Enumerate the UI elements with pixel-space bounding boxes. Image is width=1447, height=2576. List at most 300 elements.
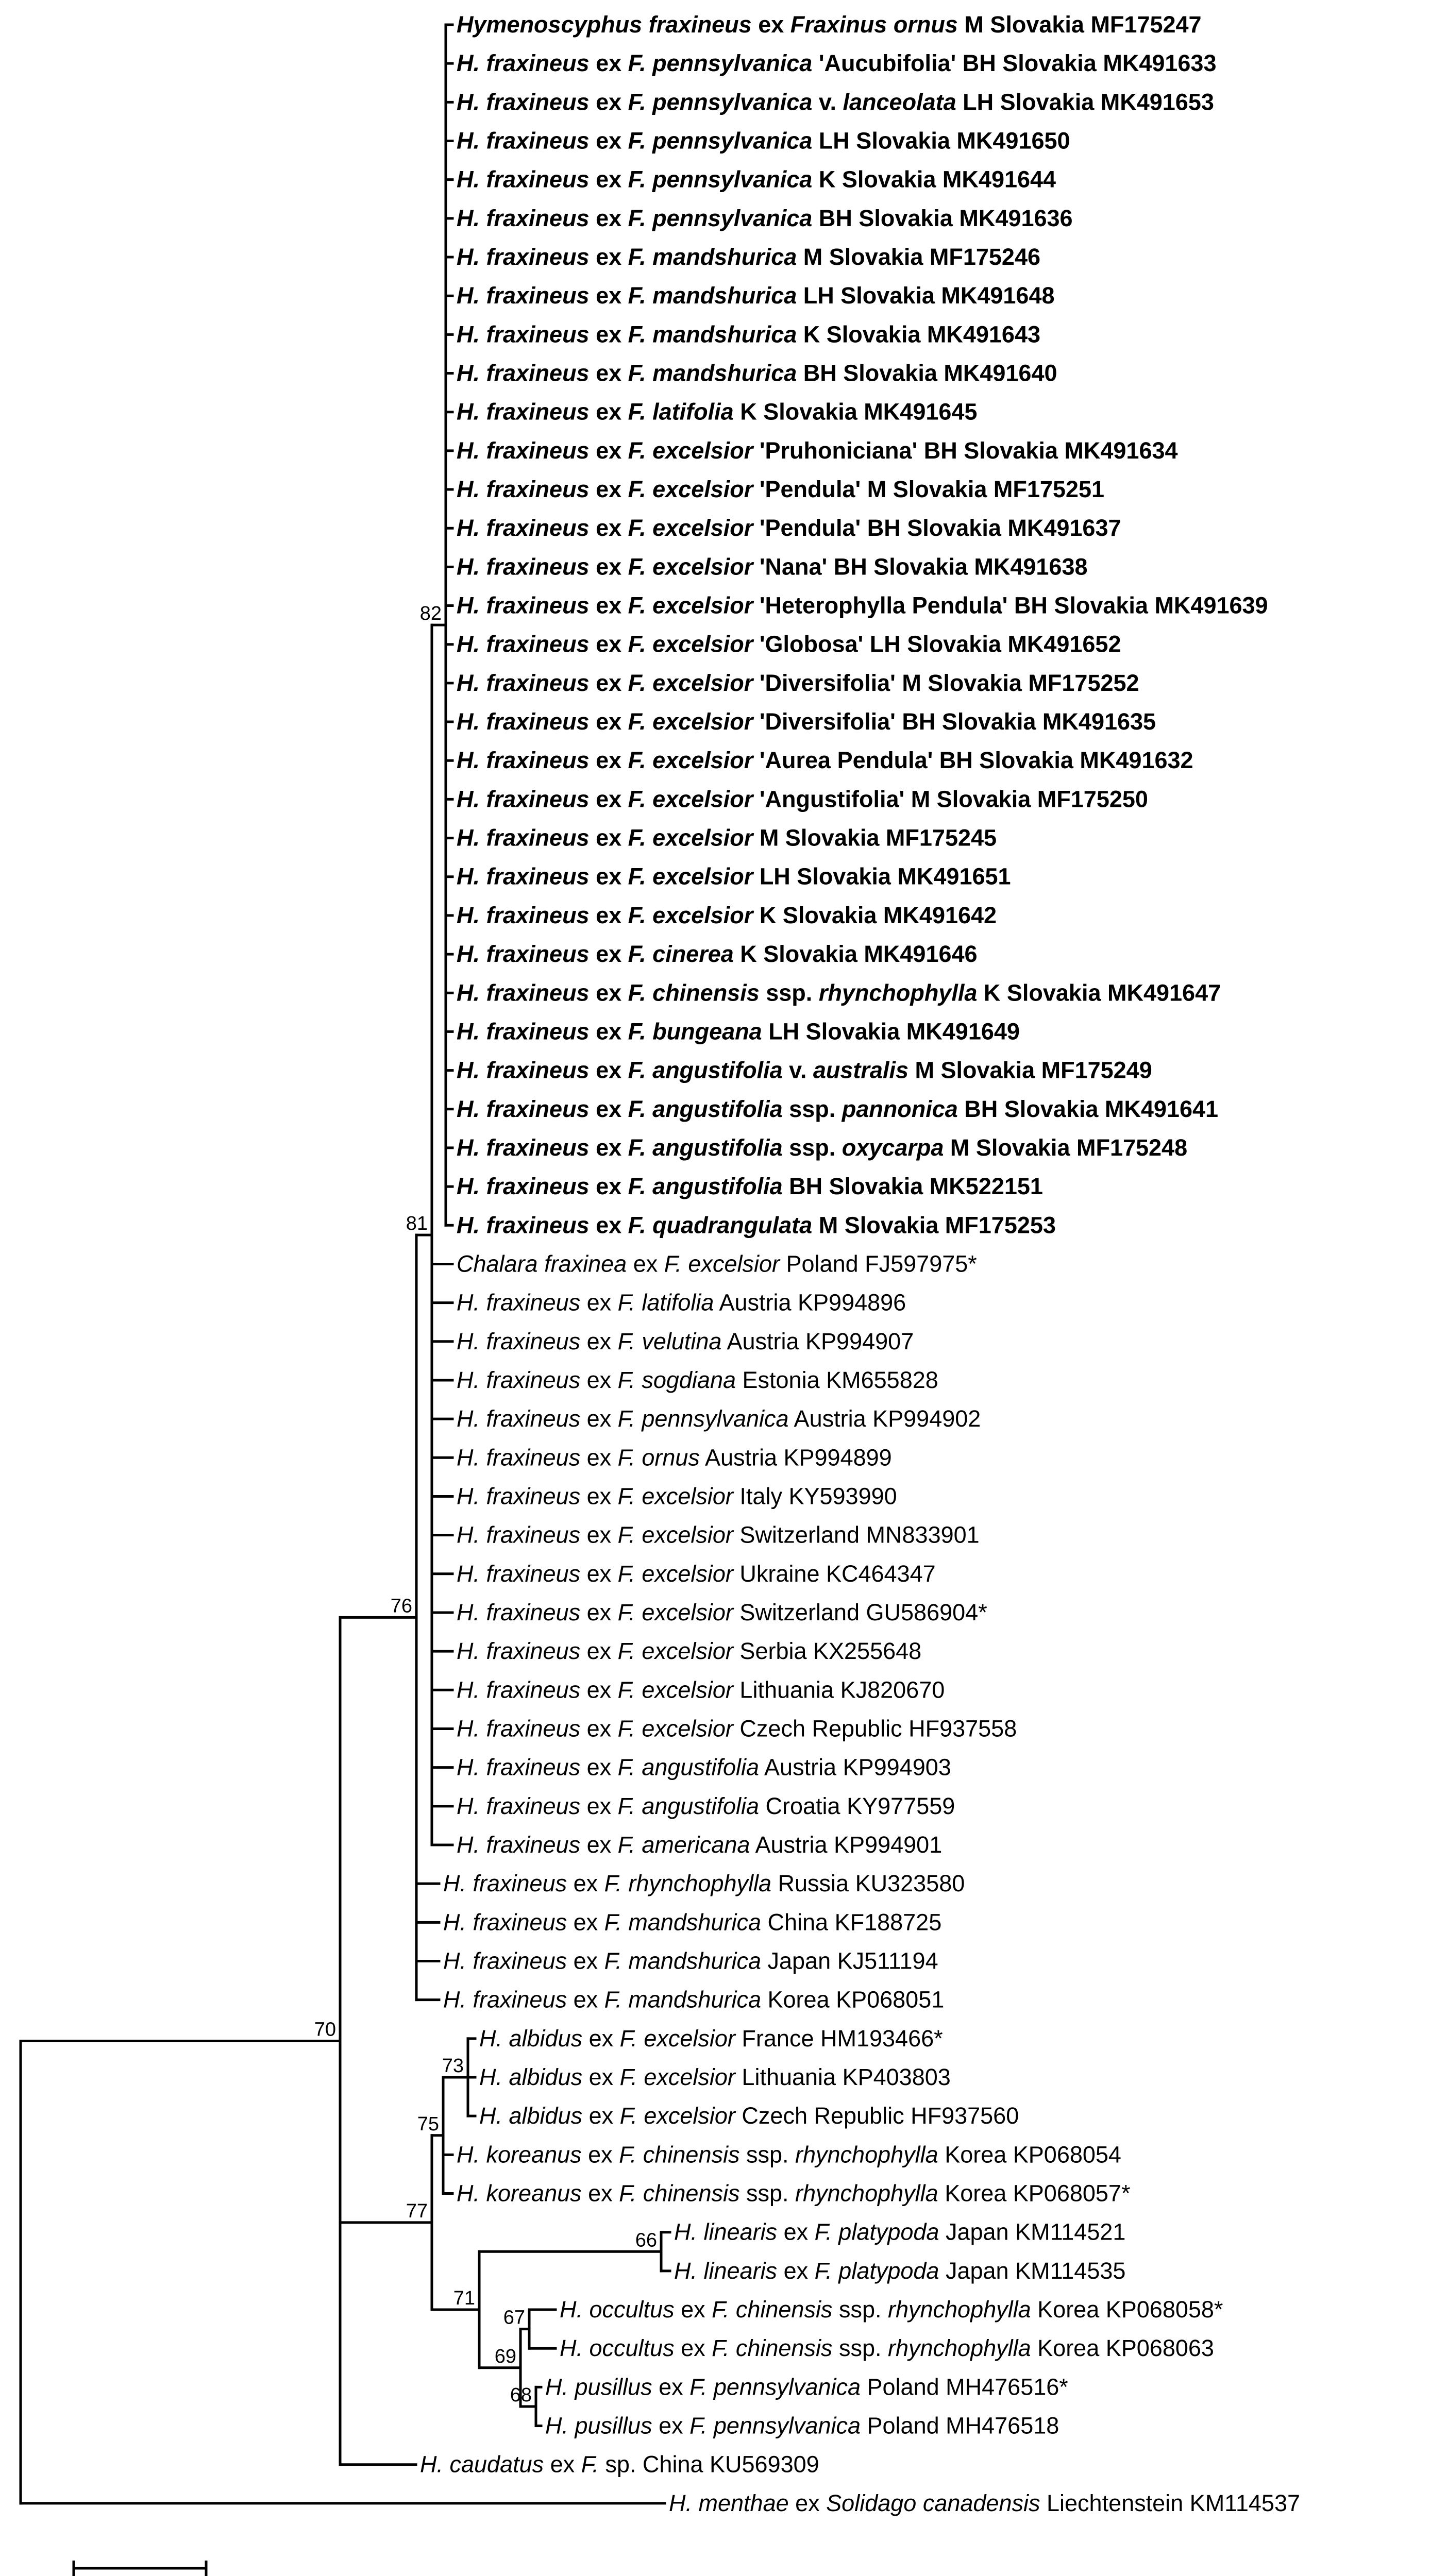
taxon-label-italic-part: F. excelsior bbox=[628, 631, 753, 657]
taxon-label-italic-part: F. excelsior bbox=[628, 437, 753, 464]
taxon-label-part: Austria KP994901 bbox=[750, 1831, 943, 1858]
taxon-label-italic-part: F. cinerea bbox=[628, 941, 734, 968]
taxon-label-italic-part: H. fraxineus bbox=[457, 786, 590, 812]
taxon-label bbox=[457, 205, 1073, 231]
taxon-label-italic-part: F. excelsior bbox=[628, 592, 753, 619]
taxon-label bbox=[457, 399, 977, 425]
taxon-label-part: sp. China KU569309 bbox=[598, 2451, 819, 2478]
taxon-label-italic-part: F. excelsior bbox=[617, 1638, 733, 1665]
taxon-label-italic-part: H. fraxineus bbox=[457, 1018, 590, 1045]
taxon-label-italic-part: rhynchophylla bbox=[818, 979, 978, 1006]
taxon-label bbox=[457, 592, 1268, 619]
taxon-label-italic-part: H. fraxineus bbox=[457, 1754, 581, 1781]
taxon-label bbox=[457, 1405, 981, 1432]
taxon-label bbox=[457, 1561, 936, 1587]
taxon-label bbox=[457, 1096, 1218, 1122]
taxon-label-italic-part: F. excelsior bbox=[619, 2103, 735, 2129]
taxon-label-italic-part: H. caudatus bbox=[420, 2451, 544, 2478]
taxon-label-part: ex bbox=[589, 631, 628, 657]
taxon-label-part: France HM193466* bbox=[735, 2025, 943, 2052]
taxon-label-italic-part: H. albidus bbox=[479, 2025, 583, 2052]
taxon-label bbox=[457, 747, 1193, 773]
taxon-label-italic-part: H. menthae bbox=[669, 2489, 789, 2516]
taxon-label-italic-part: pannonica bbox=[842, 1095, 958, 1122]
taxon-label-part: ex bbox=[580, 1792, 618, 1819]
taxon-label-part: Serbia KX255648 bbox=[733, 1638, 922, 1665]
taxon-label-italic-part: H. fraxineus bbox=[457, 1831, 581, 1858]
taxon-label-italic-part: F. angustifolia bbox=[617, 1754, 760, 1781]
taxon-label-italic-part: rhynchophylla bbox=[887, 2296, 1031, 2323]
taxon-label-italic-part: F. excelsior bbox=[617, 1715, 733, 1742]
taxon-label-part: ex bbox=[580, 1715, 618, 1742]
taxon-label-italic-part: F. mandshurica bbox=[628, 282, 797, 309]
taxon-label-part: ssp. bbox=[739, 2141, 796, 2168]
taxon-label-part: ex bbox=[589, 360, 628, 386]
taxon-label-part: Estonia KM655828 bbox=[736, 1366, 938, 1393]
taxon-label-italic-part: H. fraxineus bbox=[457, 1134, 590, 1161]
taxon-label-part: ex bbox=[589, 437, 628, 464]
taxon-label bbox=[479, 2064, 951, 2090]
taxon-label-italic-part: H. linearis bbox=[674, 2257, 778, 2284]
taxon-label-italic-part: F. pennsylvanica bbox=[628, 205, 813, 231]
taxon-label-part: 'Globosa' LH Slovakia MK491652 bbox=[753, 631, 1121, 657]
taxon-label-italic-part: F. angustifolia bbox=[628, 1057, 783, 1083]
taxon-label bbox=[457, 1715, 1017, 1741]
taxon-label bbox=[457, 476, 1104, 502]
taxon-label-italic-part: H. fraxineus bbox=[457, 979, 590, 1006]
taxon-label-part: 'Aurea Pendula' BH Slovakia MK491632 bbox=[753, 747, 1193, 774]
taxon-label-italic-part: H. fraxineus bbox=[457, 592, 590, 619]
taxon-label bbox=[457, 1754, 951, 1781]
taxon-label bbox=[457, 941, 978, 967]
taxon-label-part: BH Slovakia MK491641 bbox=[957, 1095, 1219, 1122]
taxon-label-part: ex bbox=[580, 1444, 618, 1471]
taxon-label-italic-part: F. platypoda bbox=[814, 2257, 939, 2284]
taxon-label-part: Japan KM114521 bbox=[939, 2218, 1126, 2245]
taxon-label-part: LH Slovakia MK491648 bbox=[797, 282, 1055, 309]
taxon-label-italic-part: H. fraxineus bbox=[457, 1444, 581, 1471]
taxon-label-part: Croatia KY977559 bbox=[759, 1792, 955, 1819]
taxon-label-italic-part: H. fraxineus bbox=[457, 631, 590, 657]
taxon-label-part: ex bbox=[589, 1212, 628, 1239]
taxon-label bbox=[443, 1909, 941, 1935]
bootstrap-value: 76 bbox=[390, 1595, 412, 1617]
taxon-label bbox=[545, 2374, 1068, 2400]
taxon-label-part: Korea KP068058* bbox=[1031, 2296, 1223, 2323]
taxon-label-part: ex bbox=[589, 669, 628, 696]
taxon-label-italic-part: H. pusillus bbox=[545, 2374, 652, 2400]
taxon-label bbox=[457, 11, 1202, 38]
bootstrap-value: 70 bbox=[314, 2019, 336, 2041]
taxon-label bbox=[457, 825, 997, 851]
taxon-label-part: ex bbox=[589, 747, 628, 774]
bootstrap-value: 81 bbox=[406, 1213, 428, 1235]
bootstrap-value: 82 bbox=[419, 603, 442, 625]
taxon-label-part: ex bbox=[589, 244, 628, 270]
taxon-label-part: Poland MH476516* bbox=[861, 2374, 1068, 2400]
taxon-label-italic-part: F. platypoda bbox=[814, 2218, 939, 2245]
taxon-label-italic-part: F. excelsior bbox=[628, 515, 753, 541]
taxon-label bbox=[457, 1134, 1187, 1161]
taxon-label-part: Korea KP068054 bbox=[938, 2141, 1121, 2168]
taxon-label-italic-part: H. fraxineus bbox=[457, 1715, 581, 1742]
taxon-label-part: ex bbox=[582, 2064, 620, 2091]
taxon-label-italic-part: F. angustifolia bbox=[628, 1134, 783, 1161]
taxon-label-italic-part: F. velutina bbox=[617, 1328, 722, 1354]
taxon-label-part: BH Slovakia MK491640 bbox=[797, 360, 1057, 386]
taxon-label-italic-part: F. pennsylvanica bbox=[628, 127, 813, 154]
taxon-label-italic-part: Hymenoscyphus fraxineus bbox=[457, 11, 752, 38]
taxon-label-part: ex bbox=[580, 1405, 618, 1432]
taxon-label-italic-part: H. fraxineus bbox=[457, 127, 590, 154]
taxon-label-part: Poland MH476518 bbox=[861, 2412, 1059, 2439]
taxon-label-part: ex bbox=[580, 1521, 618, 1548]
bootstrap-value: 75 bbox=[417, 2113, 439, 2135]
taxon-label-italic-part: H. fraxineus bbox=[443, 1947, 567, 1974]
taxon-label bbox=[443, 1948, 938, 1974]
taxon-label-part: ex bbox=[589, 941, 628, 968]
taxon-label-italic-part: H. occultus bbox=[560, 2335, 675, 2362]
taxon-label bbox=[457, 166, 1056, 193]
taxon-label-part: BH Slovakia MK522151 bbox=[782, 1173, 1043, 1200]
taxon-label-part: ex bbox=[589, 863, 628, 890]
taxon-label-italic-part: F. excelsior bbox=[617, 1676, 733, 1703]
taxon-label bbox=[479, 2103, 1019, 2129]
taxon-label bbox=[457, 1832, 942, 1858]
taxon-label-italic-part: F. excelsior bbox=[617, 1560, 733, 1587]
taxon-label bbox=[457, 360, 1057, 386]
taxon-label-italic-part: F. pennsylvanica bbox=[617, 1405, 789, 1432]
taxon-label-italic-part: H. fraxineus bbox=[457, 941, 590, 968]
taxon-label bbox=[457, 128, 1070, 154]
taxon-label-part: ex bbox=[589, 786, 628, 812]
taxon-label-italic-part: H. pusillus bbox=[545, 2412, 652, 2439]
taxon-label-italic-part: H. koreanus bbox=[457, 2141, 582, 2168]
taxon-label-italic-part: F. mandshurica bbox=[604, 1909, 761, 1936]
taxon-label bbox=[457, 1793, 955, 1819]
taxon-label-italic-part: F. excelsior bbox=[628, 786, 753, 812]
taxon-label-italic-part: F. chinensis bbox=[619, 2141, 740, 2168]
taxon-label-italic-part: H. fraxineus bbox=[457, 1560, 581, 1587]
taxon-label-part: ex bbox=[567, 1870, 604, 1897]
taxon-label-part: ex bbox=[589, 476, 628, 503]
taxon-label-italic-part: F. chinensis bbox=[628, 979, 760, 1006]
taxon-label-part: 'Pendula' M Slovakia MF175251 bbox=[753, 476, 1104, 503]
taxon-label-italic-part: H. fraxineus bbox=[457, 1095, 590, 1122]
taxon-label-italic-part: F. angustifolia bbox=[617, 1792, 760, 1819]
taxon-label-part: ex bbox=[589, 592, 628, 619]
taxon-label-part: ex bbox=[788, 2489, 827, 2516]
taxon-label-italic-part: H. fraxineus bbox=[457, 205, 590, 231]
taxon-label-italic-part: F. rhynchophylla bbox=[604, 1870, 772, 1897]
taxon-label-part: China KF188725 bbox=[761, 1909, 942, 1936]
taxon-label-italic-part: Chalara fraxinea bbox=[457, 1250, 627, 1277]
taxon-label-part: Japan KM114535 bbox=[939, 2257, 1126, 2284]
taxon-label bbox=[457, 321, 1040, 347]
taxon-label-part: ex bbox=[589, 166, 628, 193]
taxon-label-part: ssp. bbox=[832, 2335, 888, 2362]
taxon-label-part: LH Slovakia MK491653 bbox=[956, 89, 1214, 115]
taxon-label-italic-part: H. fraxineus bbox=[457, 1405, 581, 1432]
taxon-label bbox=[443, 1987, 944, 2013]
taxon-label-part: ex bbox=[581, 2180, 619, 2207]
taxon-label-part: ex bbox=[652, 2412, 690, 2439]
taxon-label-part: ex bbox=[674, 2335, 712, 2362]
bootstrap-value: 71 bbox=[453, 2287, 475, 2310]
taxon-label-italic-part: F. excelsior bbox=[628, 669, 753, 696]
taxon-label-part: ex bbox=[580, 1676, 618, 1703]
taxon-label-italic-part: F. excelsior bbox=[619, 2064, 735, 2091]
taxon-label bbox=[457, 1173, 1043, 1199]
taxon-label-italic-part: H. fraxineus bbox=[457, 89, 590, 115]
taxon-label bbox=[457, 1367, 938, 1393]
taxon-label-italic-part: F. pennsylvanica bbox=[689, 2374, 861, 2400]
taxon-label-italic-part: F. ornus bbox=[617, 1444, 700, 1471]
taxon-label-italic-part: F. quadrangulata bbox=[628, 1212, 813, 1239]
taxon-label-part: v. bbox=[812, 89, 843, 115]
taxon-label-part: ex bbox=[589, 1018, 628, 1045]
taxon-label bbox=[457, 1018, 1020, 1044]
taxon-label-part: ex bbox=[567, 1947, 604, 1974]
taxon-label bbox=[457, 2180, 1130, 2207]
taxon-label-part: v. bbox=[782, 1057, 813, 1083]
taxon-label bbox=[457, 979, 1221, 1006]
taxon-label-part: ex bbox=[581, 2141, 619, 2168]
taxon-label bbox=[457, 1057, 1152, 1083]
taxon-label-part: ex bbox=[589, 321, 628, 348]
taxon-label-italic-part: H. albidus bbox=[479, 2064, 583, 2091]
taxon-label-part: M Slovakia MF175249 bbox=[908, 1057, 1152, 1083]
bootstrap-value: 73 bbox=[442, 2055, 464, 2077]
taxon-label-part: 'Heterophylla Pendula' BH Slovakia MK491639 bbox=[753, 592, 1268, 619]
taxon-label-italic-part: H. fraxineus bbox=[457, 669, 590, 696]
taxon-label-italic-part: F. angustifolia bbox=[628, 1095, 783, 1122]
taxon-label-part: ex bbox=[580, 1483, 618, 1510]
taxon-label-italic-part: F. excelsior bbox=[619, 2025, 735, 2052]
taxon-label-italic-part: F. mandshurica bbox=[604, 1947, 761, 1974]
taxon-label-italic-part: F. excelsior bbox=[628, 553, 753, 580]
taxon-label-part: M Slovakia MF175248 bbox=[944, 1134, 1188, 1161]
taxon-label-part: Austria KP994896 bbox=[714, 1289, 906, 1316]
taxon-label bbox=[457, 863, 1011, 890]
taxon-label-part: Austria KP994899 bbox=[699, 1444, 892, 1471]
taxon-label-italic-part: H. fraxineus bbox=[457, 360, 590, 386]
taxon-label-part: ex bbox=[674, 2296, 712, 2323]
taxon-label-part: ex bbox=[589, 553, 628, 580]
taxon-label bbox=[457, 670, 1139, 696]
taxon-label-italic-part: Solidago canadensis bbox=[826, 2489, 1040, 2516]
bootstrap-value: 66 bbox=[635, 2229, 657, 2251]
taxon-label-part: ex bbox=[589, 89, 628, 115]
taxon-label bbox=[457, 282, 1055, 309]
taxon-label-part: ex bbox=[589, 1095, 628, 1122]
taxon-label-part: ex bbox=[589, 708, 628, 735]
taxon-label-part: Korea KP068051 bbox=[761, 1986, 945, 2013]
taxon-label-part: Czech Republic HF937558 bbox=[733, 1715, 1017, 1742]
taxon-label-italic-part: H. fraxineus bbox=[457, 708, 590, 735]
taxon-label bbox=[669, 2490, 1300, 2516]
taxon-label-italic-part: H. fraxineus bbox=[457, 1521, 581, 1548]
taxon-label bbox=[674, 2219, 1125, 2245]
taxon-label-italic-part: H. fraxineus bbox=[457, 1173, 590, 1200]
scale-bar bbox=[74, 2561, 206, 2576]
taxon-label-part: ssp. bbox=[782, 1134, 842, 1161]
taxon-label-italic-part: rhynchophylla bbox=[887, 2335, 1031, 2362]
taxon-label-part: ex bbox=[589, 902, 628, 928]
taxon-label-italic-part: F. pennsylvanica bbox=[689, 2412, 861, 2439]
bootstrap-value: 67 bbox=[503, 2307, 525, 2329]
taxon-label bbox=[560, 2296, 1223, 2323]
taxon-label-italic-part: rhynchophylla bbox=[795, 2180, 938, 2207]
taxon-label-part: M Slovakia MF175245 bbox=[753, 824, 997, 851]
taxon-label bbox=[479, 2025, 943, 2052]
taxon-label-italic-part: H. fraxineus bbox=[457, 863, 590, 890]
taxon-label bbox=[457, 1522, 980, 1548]
taxon-label-part: ssp. bbox=[832, 2296, 888, 2323]
taxon-label-part: BH Slovakia MK491636 bbox=[812, 205, 1073, 231]
taxon-label bbox=[560, 2335, 1214, 2361]
taxon-label-italic-part: F. excelsior bbox=[664, 1250, 780, 1277]
taxon-label-part: ex bbox=[751, 11, 790, 38]
taxon-label-part: ex bbox=[589, 1173, 628, 1200]
taxon-label-italic-part: F. angustifolia bbox=[628, 1173, 783, 1200]
taxon-label-italic-part: F. latifolia bbox=[628, 398, 734, 425]
taxon-label-part: ex bbox=[580, 1560, 618, 1587]
taxon-label bbox=[457, 1599, 987, 1625]
taxon-label bbox=[443, 1870, 965, 1896]
taxon-label bbox=[457, 515, 1121, 541]
taxon-label-part: ex bbox=[589, 979, 628, 1006]
taxon-label-part: ex bbox=[580, 1638, 618, 1665]
taxon-label-italic-part: F. excelsior bbox=[628, 824, 753, 851]
taxon-label-italic-part: H. fraxineus bbox=[457, 1676, 581, 1703]
bootstrap-value: 68 bbox=[510, 2384, 532, 2406]
taxon-label bbox=[457, 244, 1040, 270]
taxon-label bbox=[545, 2413, 1059, 2439]
taxon-label bbox=[457, 1290, 906, 1316]
taxon-label-italic-part: F. chinensis bbox=[712, 2296, 833, 2323]
taxon-label-part: Austria KP994903 bbox=[759, 1754, 951, 1781]
taxon-label-italic-part: H. fraxineus bbox=[457, 1792, 581, 1819]
taxon-label-italic-part: F. chinensis bbox=[712, 2335, 833, 2362]
taxon-label-italic-part: rhynchophylla bbox=[795, 2141, 938, 2168]
taxon-label-italic-part: F. latifolia bbox=[617, 1289, 714, 1316]
taxon-label bbox=[674, 2258, 1125, 2284]
taxon-label-italic-part: H. fraxineus bbox=[457, 166, 590, 193]
taxon-label bbox=[457, 1483, 897, 1509]
taxon-label-italic-part: H. fraxineus bbox=[457, 553, 590, 580]
bootstrap-value: 69 bbox=[494, 2345, 516, 2367]
taxon-label-part: ex bbox=[589, 398, 628, 425]
taxon-label-part: 'Diversifolia' M Slovakia MF175252 bbox=[753, 669, 1139, 696]
taxon-label-italic-part: lanceolata bbox=[843, 89, 956, 115]
taxon-label-part: K Slovakia MK491645 bbox=[733, 398, 978, 425]
taxon-label-part: Poland FJ597975* bbox=[780, 1250, 977, 1277]
taxon-label-part: 'Diversifolia' BH Slovakia MK491635 bbox=[753, 708, 1156, 735]
taxon-label-part: Japan KJ511194 bbox=[761, 1947, 938, 1974]
taxon-label-part: Korea KP068057* bbox=[938, 2180, 1131, 2207]
taxon-label-part: Czech Republic HF937560 bbox=[735, 2103, 1019, 2129]
taxon-label-italic-part: F. excelsior bbox=[617, 1483, 733, 1510]
taxon-label-part: M Slovakia MF175247 bbox=[957, 11, 1202, 38]
taxon-label-italic-part: H. fraxineus bbox=[457, 1483, 581, 1510]
taxon-label-italic-part: H. occultus bbox=[560, 2296, 675, 2323]
taxon-label-italic-part: Fraxinus ornus bbox=[790, 11, 958, 38]
taxon-label-part: K Slovakia MK491644 bbox=[812, 166, 1056, 193]
taxon-label-italic-part: F. mandshurica bbox=[628, 321, 797, 348]
taxon-label-italic-part: H. fraxineus bbox=[457, 1289, 581, 1316]
taxon-label-part: ex bbox=[589, 50, 628, 77]
taxon-label-italic-part: H. fraxineus bbox=[457, 824, 590, 851]
taxon-label-italic-part: H. albidus bbox=[479, 2103, 583, 2129]
taxon-label bbox=[457, 786, 1148, 812]
taxon-label-part: Switzerland GU586904* bbox=[733, 1599, 987, 1625]
taxon-label-part: ex bbox=[589, 127, 628, 154]
taxon-label-part: Korea KP068063 bbox=[1031, 2335, 1214, 2362]
taxon-label-italic-part: H. fraxineus bbox=[457, 1057, 590, 1083]
taxon-label bbox=[420, 2451, 819, 2478]
taxon-label-italic-part: H. fraxineus bbox=[443, 1909, 567, 1936]
taxon-label-part: ex bbox=[544, 2451, 581, 2478]
taxon-label-part: ssp. bbox=[782, 1095, 842, 1122]
taxon-label-italic-part: H. fraxineus bbox=[443, 1986, 567, 2013]
taxon-label-part: Ukraine KC464347 bbox=[733, 1560, 936, 1587]
taxon-label-part: 'Nana' BH Slovakia MK491638 bbox=[753, 553, 1088, 580]
taxon-label-italic-part: H. fraxineus bbox=[457, 1638, 581, 1665]
taxon-label-italic-part: F. americana bbox=[617, 1831, 750, 1858]
taxon-label-italic-part: H. fraxineus bbox=[457, 747, 590, 774]
taxon-label bbox=[457, 631, 1121, 657]
taxon-label-italic-part: F. pennsylvanica bbox=[628, 166, 813, 193]
taxon-label-part: ex bbox=[589, 824, 628, 851]
taxon-label-part: LH Slovakia MK491650 bbox=[812, 127, 1070, 154]
taxon-label-part: ex bbox=[777, 2218, 815, 2245]
taxon-label-part: LH Slovakia MK491651 bbox=[753, 863, 1011, 890]
taxon-label-italic-part: H. fraxineus bbox=[457, 902, 590, 928]
taxon-label-italic-part: H. fraxineus bbox=[457, 50, 590, 77]
taxon-label-italic-part: H. linearis bbox=[674, 2218, 778, 2245]
taxon-label-part: ex bbox=[580, 1289, 618, 1316]
taxon-label-italic-part: F. chinensis bbox=[619, 2180, 740, 2207]
taxon-label-italic-part: F. excelsior bbox=[628, 863, 753, 890]
taxon-label-italic-part: H. fraxineus bbox=[457, 282, 590, 309]
taxon-label-part: ex bbox=[567, 1986, 604, 2013]
taxon-label-part: K Slovakia MK491647 bbox=[977, 979, 1221, 1006]
taxon-label-part: ex bbox=[627, 1250, 664, 1277]
taxon-label bbox=[457, 1328, 914, 1354]
taxon-label-part: Italy KY593990 bbox=[733, 1483, 897, 1510]
taxon-label-part: ex bbox=[652, 2374, 690, 2400]
taxon-label bbox=[457, 1250, 977, 1277]
taxon-label-part: 'Aucubifolia' BH Slovakia MK491633 bbox=[812, 50, 1217, 77]
taxon-label-italic-part: H. fraxineus bbox=[457, 515, 590, 541]
taxon-label-part: ex bbox=[777, 2257, 815, 2284]
taxon-label-part: K Slovakia MK491646 bbox=[733, 941, 978, 968]
taxon-label-part: ex bbox=[589, 205, 628, 231]
taxon-label-part: K Slovakia MK491643 bbox=[797, 321, 1041, 348]
taxon-label-italic-part: H. fraxineus bbox=[457, 1212, 590, 1239]
taxon-label-part: ex bbox=[580, 1831, 618, 1858]
taxon-label-part: K Slovakia MK491642 bbox=[753, 902, 997, 928]
taxon-label bbox=[457, 902, 997, 928]
taxon-label-part: Liechtenstein KM114537 bbox=[1040, 2489, 1300, 2516]
taxon-label-italic-part: H. koreanus bbox=[457, 2180, 582, 2207]
taxon-label-part: ex bbox=[567, 1909, 604, 1936]
taxon-label-italic-part: F. excelsior bbox=[617, 1599, 733, 1625]
taxon-label-part: 'Angustifolia' M Slovakia MF175250 bbox=[753, 786, 1148, 812]
taxon-label-italic-part: F. excelsior bbox=[628, 747, 753, 774]
taxon-label-italic-part: F. sogdiana bbox=[617, 1366, 736, 1393]
